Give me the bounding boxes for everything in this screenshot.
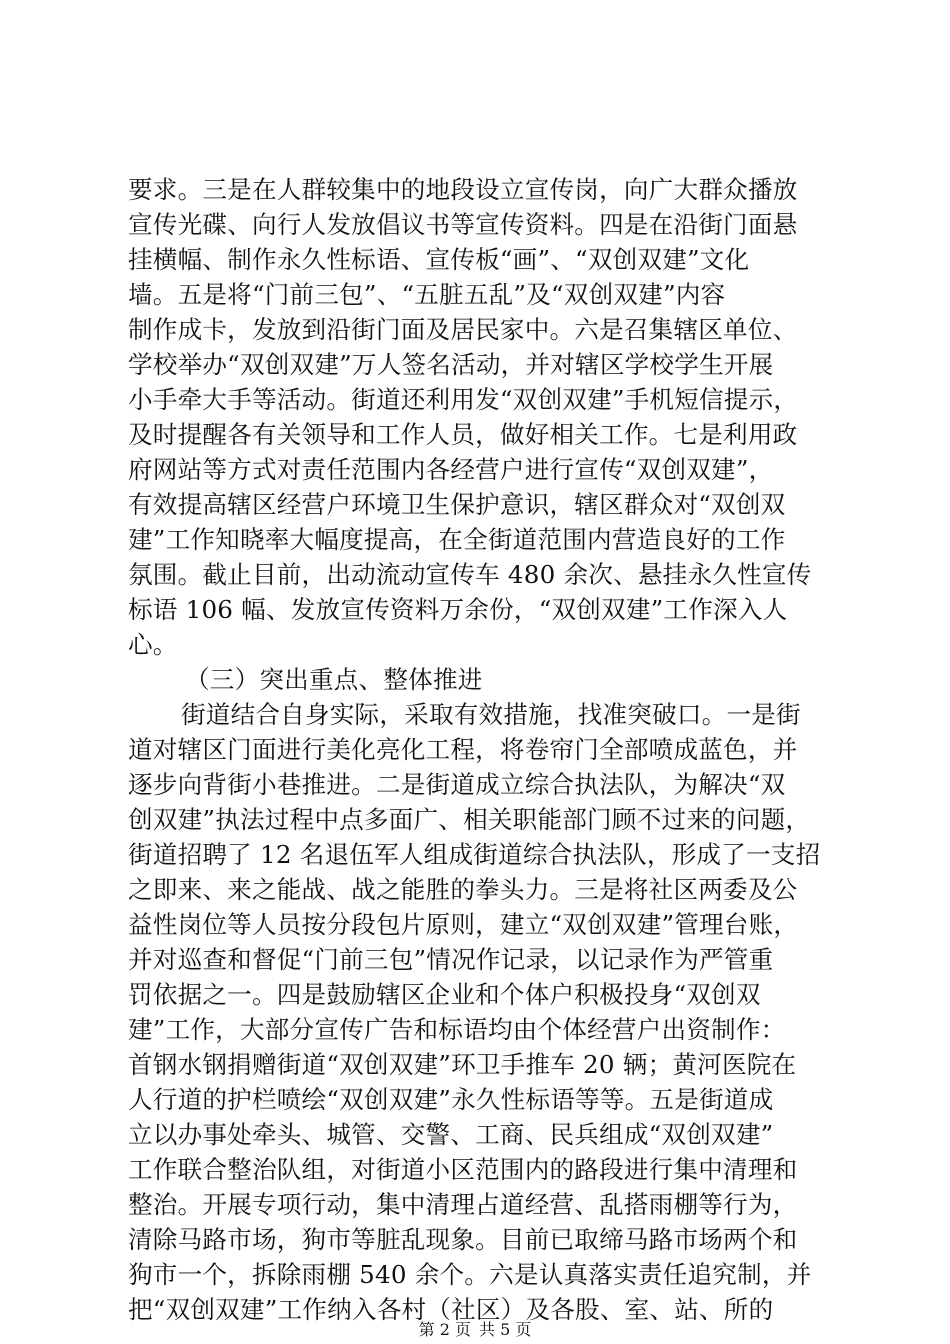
text-line: 逐步向背街小巷推进。二是街道成立综合执法队，为解决“双: [128, 770, 786, 799]
text-line: 并对巡查和督促“门前三包”情况作记录，以记录作为严管重: [128, 945, 774, 974]
page-total: 共 5 页: [479, 1320, 532, 1339]
text-line: 狗市一个，拆除雨棚 540 余个。六是认真落实责任追究制，并: [128, 1260, 812, 1289]
section-heading: （三）突出重点、整体推进: [185, 665, 483, 694]
page-footer: [0, 1318, 950, 1342]
text-line: 人行道的护栏喷绘“双创双建”永久性标语等等。五是街道成: [128, 1085, 774, 1114]
text-line: 氛围。截止目前，出动流动宣传车 480 余次、悬挂永久性宣传: [128, 560, 812, 589]
text-line: 整治。开展专项行动，集中清理占道经营、乱搭雨棚等行为，: [128, 1190, 798, 1219]
text-line: 有效提高辖区经营户环境卫生保护意识，辖区群众对“双创双: [128, 490, 786, 519]
text-line: 学校举办“双创双建”万人签名活动，并对辖区学校学生开展: [128, 350, 774, 379]
text-line: 标语 106 幅、发放宣传资料万余份，“双创双建”工作深入人: [128, 595, 788, 624]
text-line: 街道招聘了 12 名退伍军人组成街道综合执法队，形成了一支招: [128, 840, 821, 869]
text-line: 之即来、来之能战、战之能胜的拳头力。三是将社区两委及公: [128, 875, 798, 904]
text-line: 首钢水钢捐赠街道“双创双建”环卫手推车 20 辆；黄河医院在: [128, 1050, 797, 1079]
text-line: 墙。五是将“门前三包”、“五脏五乱”及“双创双建”内容: [128, 280, 726, 309]
text-line: 建”工作知晓率大幅度提高，在全街道范围内营造良好的工作: [128, 525, 786, 554]
text-line: 要求。三是在人群较集中的地段设立宣传岗，向广大群众播放: [128, 175, 798, 204]
text-line: 罚依据之一。四是鼓励辖区企业和个体户积极投身“双创双: [128, 980, 761, 1009]
text-line: 心。: [128, 630, 178, 659]
page-number: 第 2 页: [418, 1320, 471, 1339]
text-line: 宣传光碟、向行人发放倡议书等宣传资料。四是在沿街门面悬: [128, 210, 798, 239]
text-line: 创双建”执法过程中点多面广、相关职能部门顾不过来的问题，: [128, 805, 811, 834]
paragraph-first-line: 街道结合自身实际，采取有效措施，找准突破口。一是街: [181, 700, 801, 729]
text-line: 挂横幅、制作永久性标语、宣传板“画”、“双创双建”文化: [128, 245, 750, 274]
text-line: 小手牵大手等活动。街道还利用发“双创双建”手机短信提示，: [128, 385, 799, 414]
text-line: 益性岗位等人员按分段包片原则，建立“双创双建”管理台账，: [128, 910, 799, 939]
text-line: 把“双创双建”工作纳入各村（社区）及各股、室、站、所的: [128, 1295, 774, 1324]
text-line: 及时提醒各有关领导和工作人员，做好相关工作。七是利用政: [128, 420, 798, 449]
text-line: 清除马路市场，狗市等脏乱现象。目前已取缔马路市场两个和: [128, 1225, 798, 1254]
text-line: 工作联合整治队组，对街道小区范围内的路段进行集中清理和: [128, 1155, 798, 1184]
text-line: 立以办事处牵头、城管、交警、工商、民兵组成“双创双建”: [128, 1120, 774, 1149]
text-line: 道对辖区门面进行美化亮化工程，将卷帘门全部喷成蓝色，并: [128, 735, 798, 764]
text-line: 建”工作，大部分宣传广告和标语均由个体经营户出资制作：: [128, 1015, 786, 1044]
text-line: 制作成卡，发放到沿街门面及居民家中。六是召集辖区单位、: [128, 315, 798, 344]
text-line: 府网站等方式对责任范围内各经营户进行宣传“双创双建”，: [128, 455, 774, 484]
